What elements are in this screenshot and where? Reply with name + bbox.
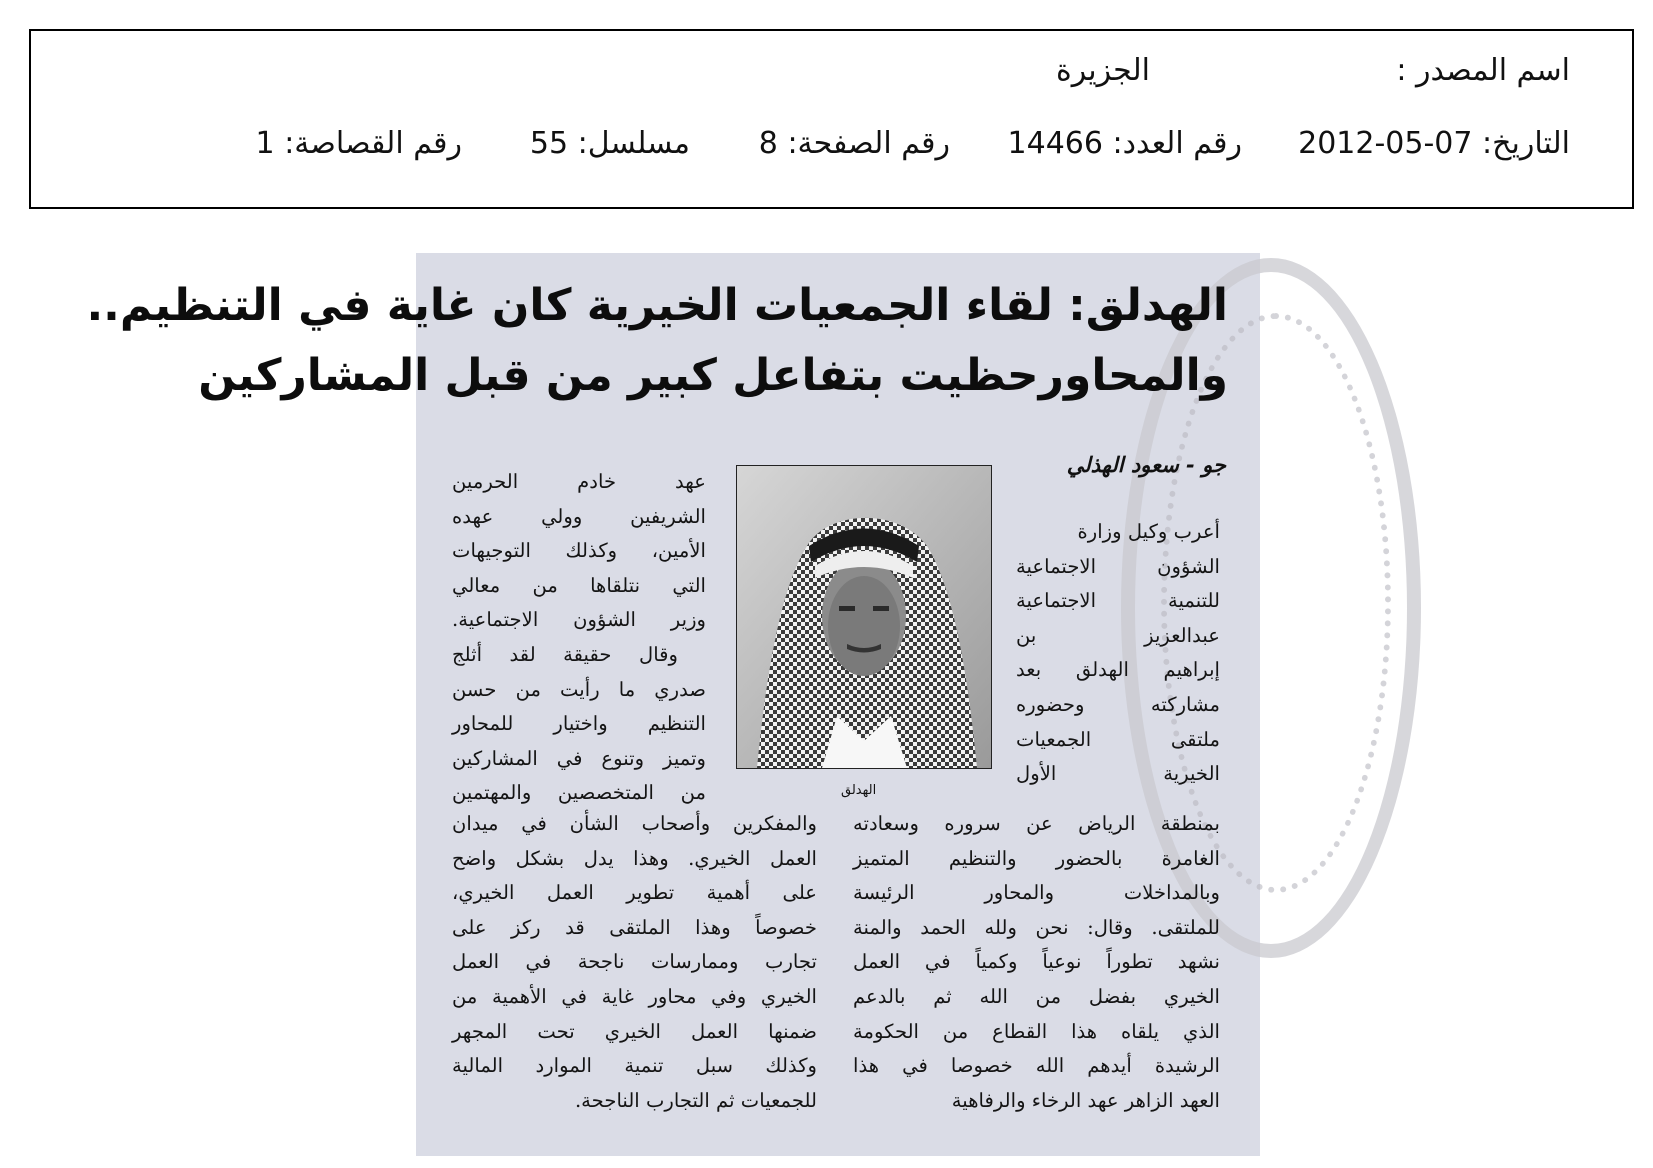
date-field <box>1298 126 1570 161</box>
page-label: رقم الصفحة: <box>787 126 950 161</box>
source-info-box <box>29 29 1634 209</box>
page-value: 8 <box>758 126 778 161</box>
text-line: الخيري بفضل من الله ثم بالدعم <box>853 984 1220 1008</box>
text-line: للملتقى. وقال: نحن ولله الحمد والمنة <box>853 915 1220 939</box>
text-line: من المتخصصين والمهتمين <box>452 781 706 805</box>
text-line: ضمنها العمل الخيري تحت المجهر <box>452 1019 817 1043</box>
newspaper-clipping <box>86 253 1260 1156</box>
page-field <box>759 126 950 161</box>
article-column-bottom-left <box>452 807 817 1118</box>
serial-label: مسلسل: <box>577 126 690 161</box>
text-line: إبراهيم الهدلق بعد <box>1016 658 1220 682</box>
issue-value: 14466 <box>1007 126 1103 161</box>
text-line: خصوصاً وهذا الملتقى قد ركز على <box>452 915 817 939</box>
clip-number-value: 1 <box>255 126 275 161</box>
text-line: وزير الشؤون الاجتماعية. <box>452 608 706 632</box>
text-line: الرشيدة أيدهم الله خصوصا في هذا <box>853 1054 1220 1078</box>
text-line: نشهد تطوراً نوعياً وكمياً في العمل <box>853 950 1220 974</box>
text-line: وقال حقيقة لقد أثلج <box>452 642 678 666</box>
text-line: الغامرة بالحضور والتنظيم المتميز <box>853 846 1220 870</box>
text-line: عبدالعزيز بن <box>1016 623 1220 647</box>
headline-line: الهدلق: لقاء الجمعيات الخيرية كان غاية في التنظيم.. <box>86 280 1228 331</box>
text-line: الشريفين وولي عهده <box>452 504 706 528</box>
text-line: التي نتلقاها من معالي <box>452 573 706 597</box>
text-line: التنظيم واختيار للمحاور <box>452 712 706 736</box>
text-line: مشاركته وحضوره <box>1016 692 1220 716</box>
portrait-photo <box>736 465 992 769</box>
text-line: الأمين، وكذلك التوجيهات <box>452 539 706 563</box>
serial-value: 55 <box>529 126 569 161</box>
text-line: الذي يلقاه هذا القطاع من الحكومة <box>853 1019 1220 1043</box>
source-label: اسم المصدر : <box>1396 53 1570 88</box>
text-line: للجمعيات ثم التجارب الناجحة. <box>574 1088 817 1112</box>
article-headline <box>86 271 1228 411</box>
article-column-left <box>452 465 706 811</box>
serial-field <box>530 126 690 161</box>
text-line: الخيرية الأول <box>1016 762 1220 786</box>
text-line: للتنمية الاجتماعية <box>1016 589 1220 613</box>
text-line: ملتقى الجمعيات <box>1016 727 1220 751</box>
date-value: 2012-05-07 <box>1298 126 1473 161</box>
text-line: العمل الخيري. وهذا يدل بشكل واضح <box>452 846 817 870</box>
portrait-figure-icon <box>737 466 991 768</box>
photo-caption: الهدلق <box>841 783 877 798</box>
text-line: صدري ما رأيت من حسن <box>452 677 706 701</box>
text-line: على أهمية تطوير العمل الخيري، <box>452 881 817 905</box>
article-byline: جو - سعود الهذلي <box>1066 453 1226 477</box>
text-line: عهد خادم الحرمين <box>452 470 706 493</box>
source-value: الجزيرة <box>1055 53 1150 88</box>
text-line: العهد الزاهر عهد الرخاء والرفاهية <box>951 1088 1220 1112</box>
headline-line: والمحاورحظيت بتفاعل كبير من قبل المشاركين <box>198 350 1228 401</box>
text-line: وكذلك سبل تنمية الموارد المالية <box>452 1054 817 1078</box>
text-line: الخيري وفي محاور غاية في الأهمية من <box>452 984 817 1008</box>
date-label: التاريخ: <box>1482 126 1570 161</box>
text-line: أعرب وكيل وزارة <box>1077 520 1220 543</box>
issue-label: رقم العدد: <box>1112 126 1242 161</box>
text-line: والمفكرين وأصحاب الشأن في ميدان <box>452 812 817 835</box>
text-line: تجارب وممارسات ناجحة في العمل <box>452 950 817 974</box>
article-column-right <box>1016 515 1220 792</box>
text-line: وتميز وتنوع في المشاركين <box>452 746 706 770</box>
clip-number-label: رقم القصاصة: <box>284 126 462 161</box>
text-line: الشؤون الاجتماعية <box>1016 554 1220 578</box>
text-line: بمنطقة الرياض عن سروره وسعادته <box>853 812 1220 835</box>
clip-number-field <box>256 126 462 161</box>
article-column-bottom-right <box>853 807 1220 1118</box>
issue-field <box>1008 126 1242 161</box>
text-line: وبالمداخلات والمحاور الرئيسة <box>853 881 1220 905</box>
